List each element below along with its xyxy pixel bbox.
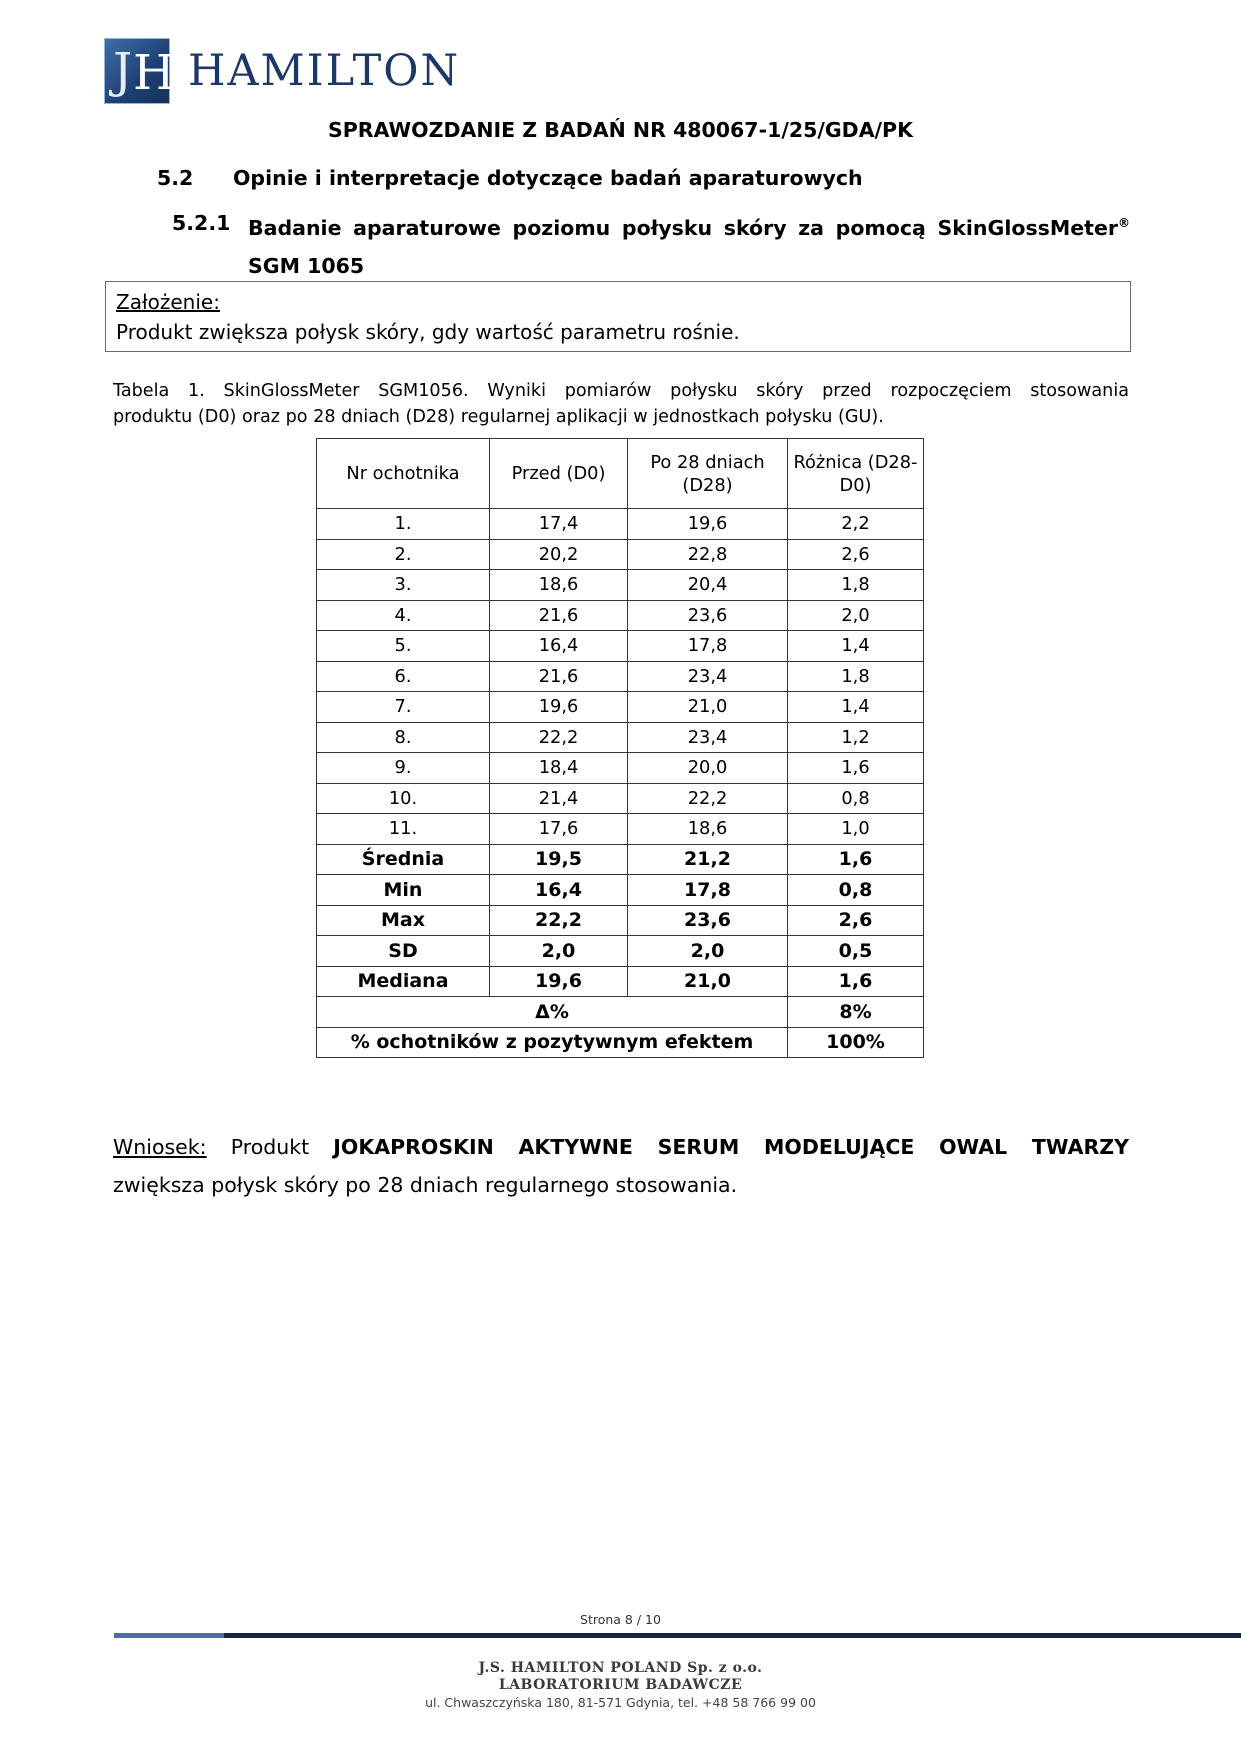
table-cell: Δ% [317,997,788,1028]
subsection-heading [172,204,1130,285]
table-cell: 1,6 [788,966,924,997]
table-cell: SD [317,936,490,967]
footer-company [0,1660,1241,1711]
table-row [317,783,924,814]
logo-text: HAMILTON [188,46,461,96]
company-address: ul. Chwaszczyńska 180, 81-571 Gdynia, tel. +48 58 766 99 00 [425,1695,816,1710]
company-lab: LABORATORIUM BADAWCZE [498,1677,743,1693]
table-cell: 23,6 [628,905,788,936]
subsection-title-line1 [248,204,1130,247]
registered-mark: ® [1118,216,1130,230]
table-cell: 21,6 [490,661,628,692]
table-cell: 10. [317,783,490,814]
report-title: SPRAWOZDANIE Z BADAŃ NR 480067-1/25/GDA/PK [328,118,913,142]
table-row [317,814,924,845]
table-cell: 20,2 [490,539,628,570]
table-cell: 2,6 [788,539,924,570]
table-cell: 1,2 [788,722,924,753]
table-cell: 16,4 [490,631,628,662]
table-cell: 2,0 [490,936,628,967]
table-cell: 18,6 [628,814,788,845]
header-after: Po 28 dniach (D28) [628,439,788,509]
table-cell: 2,6 [788,905,924,936]
table-cell: 2,0 [628,936,788,967]
table-cell: 18,6 [490,570,628,601]
table-cell: Max [317,905,490,936]
footer-rule-accent [114,1633,224,1638]
table-cell: 0,8 [788,783,924,814]
table-row [317,570,924,601]
company-logo [104,38,460,104]
subsection-title-line2: SGM 1065 [248,253,365,278]
assumption-box [105,281,1131,352]
conclusion-pre: Produkt [230,1135,310,1159]
table-cell: 8% [788,997,924,1028]
subsection-number: 5.2.1 [172,211,231,235]
table-cell: 21,2 [628,844,788,875]
table-row [317,600,924,631]
table-cell: 22,2 [490,722,628,753]
table-cell: Średnia [317,844,490,875]
section-heading [157,166,863,190]
table-cell: 2,0 [788,600,924,631]
table-cell: 1,8 [788,570,924,601]
table-cell: Min [317,875,490,906]
subsection-title-text: Badanie aparaturowe poziomu połysku skóry za pomocą SkinGlossMeter [248,215,1118,240]
table-cell: 1,4 [788,692,924,723]
conclusion-label: Wniosek: [113,1135,207,1159]
stat-row [317,966,924,997]
summary-row [317,997,924,1028]
table-cell: 16,4 [490,875,628,906]
table-cell: 21,6 [490,600,628,631]
results-table [316,438,924,1058]
section-number: 5.2 [157,166,194,190]
table-cell: 1,8 [788,661,924,692]
table-cell: 0,5 [788,936,924,967]
table-cell: 23,4 [628,661,788,692]
page-number: Strona 8 / 10 [580,1612,661,1627]
table-caption [113,378,1129,430]
conclusion-line1 [113,1128,1129,1166]
table-cell: 19,6 [628,509,788,540]
table-cell: 21,0 [628,966,788,997]
table-cell: 22,8 [628,539,788,570]
stat-row [317,905,924,936]
table-cell: 2. [317,539,490,570]
table-cell: 4. [317,600,490,631]
table-cell: 5. [317,631,490,662]
table-cell: 20,0 [628,753,788,784]
table-row [317,722,924,753]
section-title: Opinie i interpretacje dotyczące badań aparaturowych [233,166,863,190]
table-cell: 21,4 [490,783,628,814]
table-cell: 23,4 [628,722,788,753]
conclusion-text: zwiększa połysk skóry po 28 dniach regularnego stosowania. [113,1173,738,1197]
table-cell: 22,2 [628,783,788,814]
table-row [317,539,924,570]
table-cell: 19,6 [490,692,628,723]
table-cell: 17,8 [628,875,788,906]
stat-row [317,844,924,875]
assumption-label: Założenie: [116,290,220,314]
table-cell: 11. [317,814,490,845]
table-header-row [317,439,924,509]
table-cell: 1,6 [788,753,924,784]
table-cell: 6. [317,661,490,692]
table-cell: 17,6 [490,814,628,845]
table-row [317,753,924,784]
table-cell: Mediana [317,966,490,997]
table-cell: 1,4 [788,631,924,662]
table-cell: 1,6 [788,844,924,875]
table-cell: 3. [317,570,490,601]
summary-row [317,1027,924,1058]
table-cell: 1. [317,509,490,540]
logo-mark-icon: J H [104,38,170,104]
table-cell: 8. [317,722,490,753]
conclusion [113,1128,1129,1204]
header-difference: Różnica (D28-D0) [788,439,924,509]
table-cell: 9. [317,753,490,784]
caption-line2: produktu (D0) oraz po 28 dniach (D28) regularnej aplikacji w jednostkach połysku (GU). [113,407,884,427]
table-row [317,631,924,662]
table-cell: 23,6 [628,600,788,631]
table-cell: 1,0 [788,814,924,845]
header-volunteer: Nr ochotnika [317,439,490,509]
table-row [317,509,924,540]
stat-row [317,875,924,906]
header-before: Przed (D0) [490,439,628,509]
table-cell: 20,4 [628,570,788,601]
table-cell: 22,2 [490,905,628,936]
stat-row [317,936,924,967]
table-cell: 100% [788,1027,924,1058]
table-cell: 18,4 [490,753,628,784]
table-cell: 17,4 [490,509,628,540]
table-cell: 2,2 [788,509,924,540]
table-cell: % ochotników z pozytywnym efektem [317,1027,788,1058]
product-name: JOKAPROSKIN AKTYWNE SERUM MODELUJĄCE OWAL TWARZY [333,1135,1129,1159]
caption-line1: Tabela 1. SkinGlossMeter SGM1056. Wyniki pomiarów połysku skóry przed rozpoczęciem stosowania [113,381,1129,401]
table-cell: 21,0 [628,692,788,723]
company-name: J.S. HAMILTON POLAND Sp. z o.o. [478,1660,763,1676]
table-cell: 0,8 [788,875,924,906]
table-cell: 19,5 [490,844,628,875]
table-cell: 7. [317,692,490,723]
footer-rule [224,1633,1241,1638]
assumption-text: Produkt zwiększa połysk skóry, gdy wartość parametru rośnie. [116,320,740,344]
table-row [317,692,924,723]
table-row [317,661,924,692]
table-cell: 17,8 [628,631,788,662]
table-cell: 19,6 [490,966,628,997]
